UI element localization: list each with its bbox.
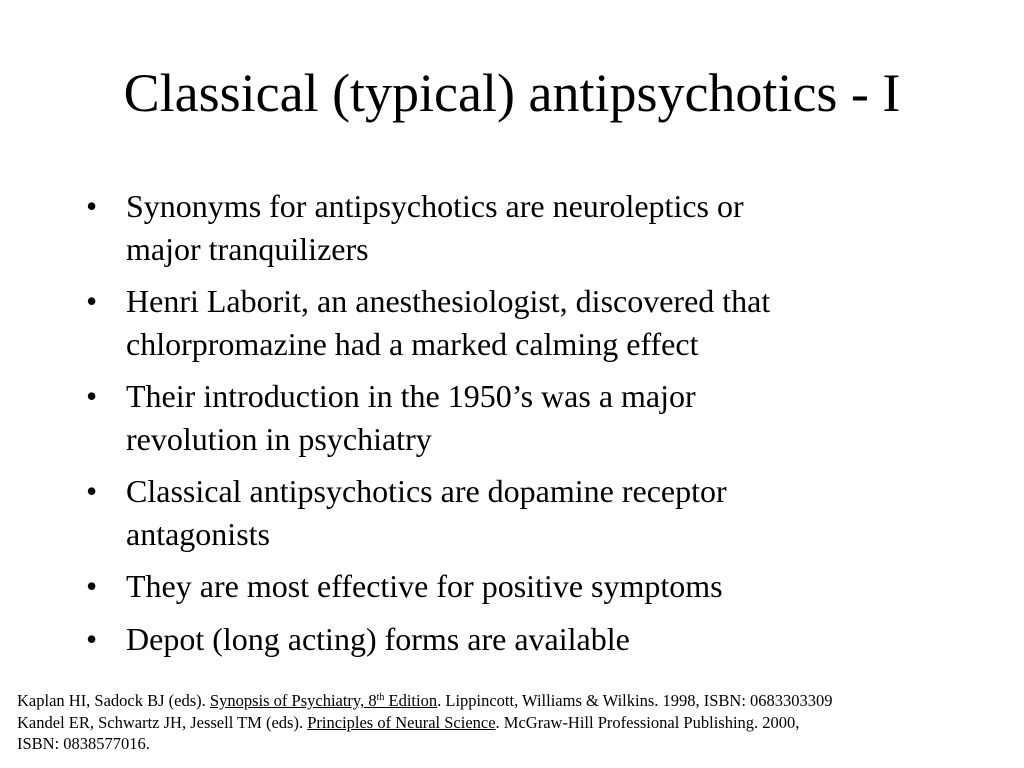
bullet-text-line: revolution in psychiatry: [126, 420, 432, 457]
bullet-item: [86, 470, 986, 555]
references: [17, 690, 1017, 755]
reference-1-title: Synopsis of Psychiatry, 8th Edition: [209, 691, 438, 710]
bullet-text-line: Their introduction in the 1950’s was a major: [126, 378, 696, 414]
bullet-icon: •: [86, 568, 98, 604]
bullet-icon: •: [86, 473, 98, 509]
bullet-icon: •: [86, 283, 98, 319]
bullet-icon: •: [86, 378, 98, 414]
bullet-item: [86, 185, 986, 270]
reference-1-authors: Kaplan HI, Sadock BJ (eds).: [17, 691, 210, 710]
bullet-list: [86, 185, 986, 670]
bullet-icon: •: [86, 620, 98, 657]
reference-2-title: Principles of Neural Science: [307, 712, 496, 732]
bullet-text-line: They are most effective for positive symptoms: [126, 568, 723, 604]
reference-2-isbn: ISBN: 0838577016.: [17, 734, 150, 753]
bullet-text-line: major tranquilizers: [126, 230, 369, 267]
bullet-text-line: Classical antipsychotics are dopamine receptor: [126, 473, 727, 509]
bullet-text-line: chlorpromazine had a marked calming effect: [126, 325, 699, 362]
reference-1: [17, 690, 1017, 712]
bullet-icon: •: [86, 188, 98, 224]
bullet-text-line: Henri Laborit, an anesthesiologist, discovered that: [126, 283, 771, 319]
reference-1-publisher: . Lippincott, Williams & Wilkins. 1998, ISBN: 0683303309: [437, 691, 833, 710]
slide-title: Classical (typical) antipsychotics - I: [123, 63, 901, 123]
bullet-item: [86, 375, 986, 460]
bullet-item: [86, 565, 986, 608]
reference-2-authors: Kandel ER, Schwartz JH, Jessell TM (eds).: [17, 712, 308, 732]
reference-2-publisher: . McGraw-Hill Professional Publishing. 2000,: [495, 712, 800, 732]
bullet-text-line: Depot (long acting) forms are available: [126, 620, 630, 657]
bullet-item: [86, 618, 986, 661]
reference-1-superscript: th: [376, 692, 385, 703]
bullet-text-line: antagonists: [126, 515, 270, 552]
bullet-text-line: Synonyms for antipsychotics are neuroleptics or: [126, 188, 744, 224]
bullet-item: [86, 280, 986, 365]
reference-2: [17, 712, 1017, 734]
